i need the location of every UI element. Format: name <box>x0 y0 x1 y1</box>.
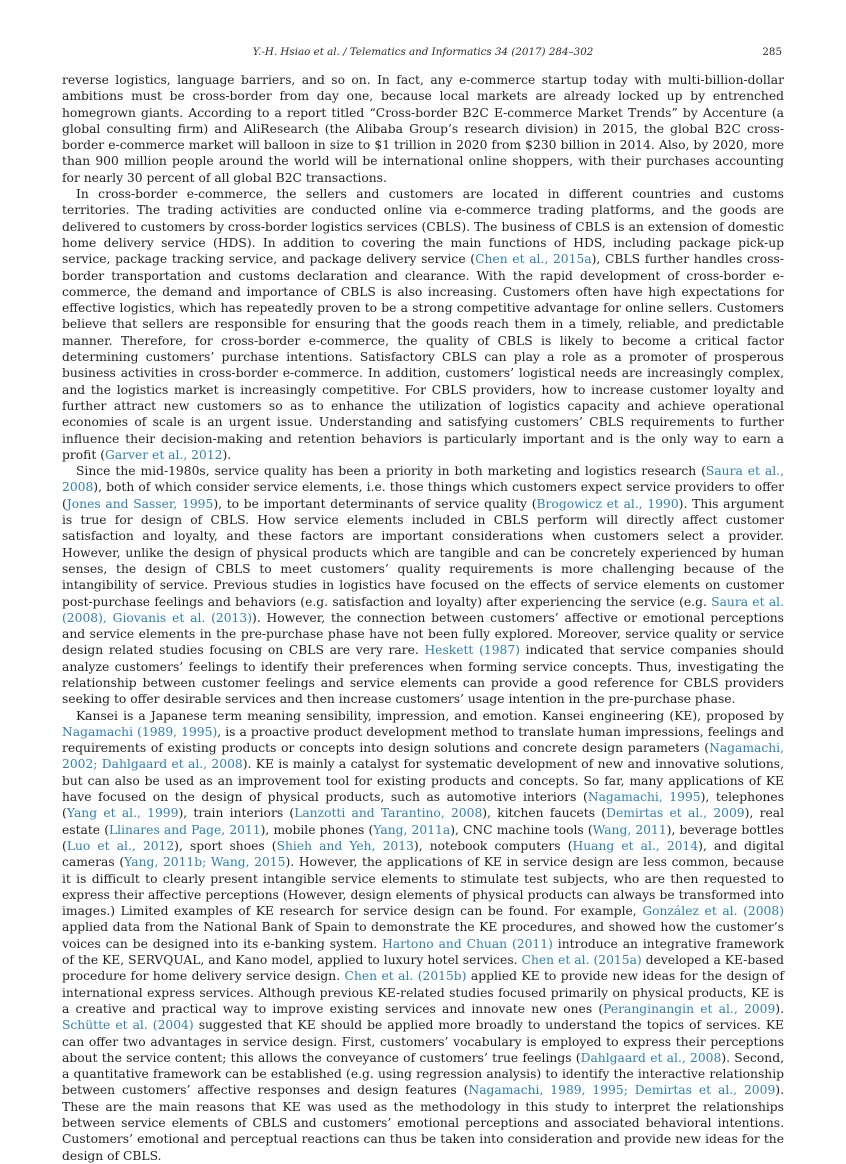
citation-link[interactable]: Brogowicz et al., 1990 <box>536 496 679 511</box>
body-text-run: ), kitchen faucets ( <box>482 806 607 821</box>
body-text-run: applied data from the National Bank of Spain to demonstrate the KE procedures, and showed how the customer’s voices can be designed into its e-banking system. <box>62 920 784 951</box>
paragraph-service-quality <box>62 463 784 707</box>
body-text-run: ). However, the connection between customers’ affective or emotional perceptions and service elements in the pre-purchase phase have not been fully explored. Moreover, service quality or service design related studies focusing on CBLS are very rare. <box>62 610 784 658</box>
body-text-run: ), both of which consider service elements, i.e. those things which customers expect service providers to offer ( <box>62 480 784 511</box>
body-text-run: ). This argument is true for design of CBLS. How service elements included in CBLS perform will directly affect customer satisfaction and loyalty, and these factors are important considerations when customers select a provider. However, unlike the design of physical products which are tangible and can be concretely experienced by human senses, the design of CBLS to meet customers’ quality requirements is more challenging because of the intangibility of service. Previous studies in logistics have focused on the effects of service elements on customer post-purchase feelings and behaviors (e.g. satisfaction and loyalty) after experiencing the service (e.g. <box>62 496 784 609</box>
body-text-run: developed a KE-based procedure for home delivery service design. <box>62 953 784 984</box>
citation-link[interactable]: Saura et al., 2008 <box>62 464 784 495</box>
citation-link[interactable]: Saura et al. (2008), Giovanis et al. (2013) <box>62 594 784 625</box>
body-text-run: reverse logistics, language barriers, and so on. In fact, any e-commerce startup today with multi-billion-dollar ambitions must be cross-border from day one, because local markets are already locked up by entrenched homegrown giants. According to a report titled “Cross-border B2C E-commerce Market Trends” by Accenture (a global consulting firm) and AliResearch (the Alibaba Group’s research division) in 2015, the global B2C cross-border e-commerce market will balloon in size to $1 trillion in 2020 from $230 billion in 2014. Also, by 2020, more than 900 million people around the world will be international online shoppers, with their purchases accounting for nearly 30 percent of all global B2C transactions. <box>62 73 784 185</box>
citation-link[interactable]: Chen et al. (2015b) <box>344 969 467 984</box>
citation-link[interactable]: Yang, 2011a <box>373 822 451 837</box>
citation-link[interactable]: Hartono and Chuan (2011) <box>382 936 553 951</box>
body-text-run: ), sport shoes ( <box>174 838 277 853</box>
article-page <box>62 46 784 1164</box>
paragraph-cross-border-logistics <box>62 186 784 463</box>
journal-citation-line: Y.-H. Hsiao et al. / Telematics and Informatics 34 (2017) 284–302 <box>252 46 594 58</box>
page-number: 285 <box>762 46 782 58</box>
citation-link[interactable]: Heskett (1987) <box>424 643 520 658</box>
body-text-run: ). However, the applications of KE in service design are less common, because it is difficult to clearly present intangible service elements to stimulate test subjects, who are then requested to express their affective perceptions (However, design elements of physical products can always be transformed into images.) Limited examples of KE research for service design can be found. For example, <box>62 855 784 919</box>
body-text-run: ), real estate ( <box>62 806 785 837</box>
citation-link[interactable]: Peranginangin et al., 2009 <box>603 1001 776 1016</box>
body-text-run: ), and digital cameras ( <box>62 838 784 870</box>
citation-link[interactable]: Nagamachi, 1995 <box>587 790 701 805</box>
body-text-run: suggested that KE should be applied more broadly to understand the topics of services. KE can offer two advantages in service design. First, customers’ vocabulary is employed to express their perceptions about the service content; this allows the conveyance of customers’ true feelings ( <box>62 1018 784 1065</box>
citation-link[interactable]: Schütte et al. (2004) <box>62 1018 194 1033</box>
citation-link[interactable]: Yang et al., 1999 <box>66 806 179 821</box>
citation-link[interactable]: Nagamachi, 1989, 1995; Demirtas et al., 2009 <box>468 1083 776 1098</box>
citation-link[interactable]: Dahlgaard et al., 2008 <box>580 1050 722 1065</box>
body-text-run: ), CBLS further handles cross-border transportation and customs declaration and clearance. With the rapid development of cross-border e-commerce, the demand and importance of CBLS is also increasing. Customers often have high expectations for effective logistics, which has repeatedly proven to be a strong competitive advantage for online sellers. Customers believe that sellers are responsible for ensuring that the goods reach them in a timely, reliable, and predictable manner. Therefore, for cross-border e-commerce, the quality of CBLS is likely to become a critical factor determining customers’ purchase intentions. Satisfactory CBLS can play a role as a promoter of prosperous business activities in cross-border e-commerce. In addition, customers’ logistical needs are increasingly complex, and the logistics market is increasingly competitive. For CBLS providers, how to increase customer loyalty and further attract new customers so as to enhance the utilization of logistics capacity and achieve operational economies of scale is an urgent issue. Understanding and satisfying customers’ CBLS requirements to further influence their decision-making and retention behaviors is particularly important and is the only way to earn a profit ( <box>62 252 784 462</box>
body-text-run: ). These are the main reasons that KE was used as the methodology in this study to interpret the relationships between service elements of CBLS and customers’ emotional perceptions and associated behavioral intentions. Customers’ emotional and perceptual reactions can thus be taken into consideration and provide new ideas for the design of CBLS. <box>62 1083 784 1163</box>
citation-link[interactable]: Shieh and Yeh, 2013 <box>276 838 414 853</box>
citation-link[interactable]: Demirtas et al., 2009 <box>606 806 745 821</box>
paragraph-continuation <box>62 72 784 186</box>
body-text-run: In cross-border e-commerce, the sellers and customers are located in different countries and customs territories. The trading activities are conducted online via e-commerce trading platforms, and the goods are delivered to customers by cross-border logistics services (CBLS). The business of CBLS is an extension of domestic home delivery service (HDS). In addition to covering the main functions of HDS, including package pick-up service, package tracking service, and package delivery service ( <box>62 187 784 267</box>
paragraph-kansei-engineering <box>62 708 784 1164</box>
citation-link[interactable]: Jones and Sasser, 1995 <box>66 496 214 511</box>
citation-link[interactable]: Nagamachi (1989, 1995) <box>62 724 218 739</box>
body-text-run: , is a proactive product development method to translate human impressions, feelings and requirements of existing products or concepts into design solutions and concrete design parameters ( <box>62 724 785 756</box>
running-header <box>62 46 784 72</box>
body-text-run: ), telephones ( <box>62 790 785 821</box>
citation-link[interactable]: Nagamachi, 2002; Dahlgaard et al., 2008 <box>62 741 784 772</box>
body-text-run: Kansei is a Japanese term meaning sensibility, impression, and emotion. Kansei engineering (KE), proposed by <box>76 708 784 723</box>
body-text-run: ), CNC machine tools ( <box>450 822 593 837</box>
body-text-run: ), to be important determinants of service quality ( <box>213 496 537 511</box>
body-text-run: introduce an integrative framework of the KE, SERVQUAL, and Kano model, applied to luxury hotel services. <box>62 936 784 968</box>
citation-link[interactable]: Huang et al., 2014 <box>572 838 699 853</box>
body-text-run: ). Second, a quantitative framework can be established (e.g. using regression analysis) to identify the interactive relationship between customers’ affective responses and design features ( <box>62 1050 784 1098</box>
citation-link[interactable]: Chen et al. (2015a) <box>521 953 642 968</box>
body-text-run: ). <box>775 1001 784 1016</box>
body-text-run: ), notebook computers ( <box>413 838 573 853</box>
citation-link[interactable]: Wang, 2011 <box>592 822 667 837</box>
body-text-run: Since the mid-1980s, service quality has been a priority in both marketing and logistics research ( <box>76 464 706 479</box>
citation-link[interactable]: Luo et al., 2012 <box>66 838 175 853</box>
citation-link[interactable]: Yang, 2011b; Wang, 2015 <box>124 855 286 870</box>
citation-link[interactable]: González et al. (2008) <box>642 904 785 919</box>
body-text-run: ), mobile phones ( <box>260 822 374 837</box>
body-text-run: ), train interiors ( <box>178 806 295 821</box>
citation-link[interactable]: Chen et al., 2015a <box>475 252 592 267</box>
body-text-run: ). <box>222 447 232 462</box>
citation-link[interactable]: Lanzotti and Tarantino, 2008 <box>294 806 483 821</box>
body-text-run: ), beverage bottles ( <box>62 822 784 853</box>
body-text-run: indicated that service companies should analyze customers’ feelings to identify their preferences when forming service concepts. Thus, investigating the relationship between customer feelings and service elements can provide a good reference for CBLS providers seeking to offer desirable services and then increase customers’ usage intention in the pre-purchase phase. <box>62 643 784 707</box>
citation-link[interactable]: Llinares and Page, 2011 <box>109 822 261 837</box>
body-text-run: ). KE is mainly a catalyst for systematic development of new and innovative solutions, but can also be used as an improvement tool for existing products and concepts. So far, many applications of KE have focused on the design of physical products, such as automotive interiors ( <box>62 757 784 805</box>
citation-link[interactable]: Garver et al., 2012 <box>105 447 223 462</box>
article-body <box>62 72 784 1164</box>
body-text-run: applied KE to provide new ideas for the design of international express services. Although previous KE-related studies focused primarily on physical products, KE is a creative and practical way to improve existing services and innovate new ones ( <box>62 969 784 1016</box>
